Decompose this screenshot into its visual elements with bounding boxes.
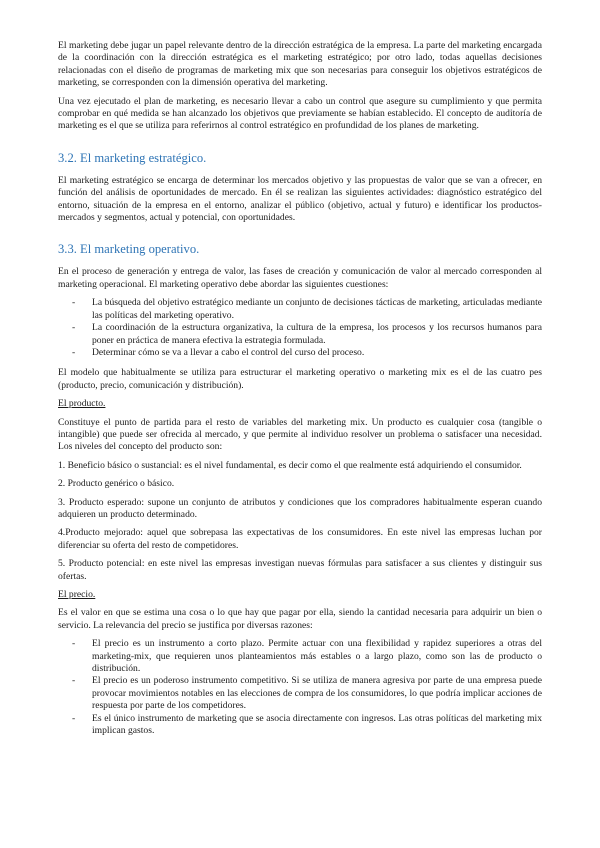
producto-level-3: 3. Producto esperado: supone un conjunto de atributos y condiciones que los compradores habitualmente esperan cuando adquieren un producto determinado. [58,496,542,520]
section-heading-marketing-estrategico: 3.2. El marketing estratégico. [58,150,207,165]
estrategico-paragraph: El marketing estratégico se encarga de determinar los mercados objetivo y las propuestas de valor que se van a ofrecer, en función del análisis de oportunidades de mercado. En él se realizan las siguientes actividades: diagnóstico estratégico del entorno, situación de la empresa en el entorno, analizar el público (objetivo, actual y futuro) e identificar los productos-mercados y segmentos, actual y potencial, con oportunidades. [58,174,542,224]
operativo-paragraph-1: En el proceso de generación y entrega de valor, las fases de creación y comunicación de valor al mercado corresponden al marketing operacional. El marketing operativo debe abordar las siguientes cuestiones: [58,266,542,290]
precio-list [58,638,542,737]
list-item: - Es el único instrumento de marketing que se asocia directamente con ingresos. Las otras políticas del marketing mix implican gastos. [58,713,542,738]
intro-paragraph-1: El marketing debe jugar un papel relevante dentro de la dirección estratégica de la empresa. La parte del marketing encargada de la coordinación con la dirección estratégica es el marketing estratégico; por otro lado, todas aquellas decisiones relacionadas con el diseño de programas de marketing mix que son necesarias para conseguir los objetivos estratégicos de marketing, se corresponden con la dimensión operativa del marketing. [58,40,542,89]
producto-paragraph: Constituye el punto de partida para el resto de variables del marketing mix. Un producto es cualquier cosa (tangible o intangible) que puede ser ofrecida al mercado, y que permite al individuo resolver un problema o satisfacer una necesidad. Los niveles del concepto del producto son: [58,416,542,453]
intro-paragraph-2: Una vez ejecutado el plan de marketing, es necesario llevar a cabo un control que asegure su cumplimiento y que permita comprobar en qué medida se han alcanzado los objetivos que previamente se habían establecido. El concepto de auditoría de marketing es el que se utiliza para referirnos al control estratégico en profundidad de los planes de marketing. [58,95,542,132]
list-item: - Determinar cómo se va a llevar a cabo el control del curso del proceso. [58,347,542,359]
list-item: - El precio es un instrumento a corto plazo. Permite actuar con una flexibilidad y rapidez superiores a otras del marketing-mix, que requieren unos planteamientos más estables o a largo plazo, como son las de producto o distribución. [58,638,542,675]
list-item: - La búsqueda del objetivo estratégico mediante un conjunto de decisiones tácticas de marketing, articuladas mediante las políticas del marketing operativo. [58,297,542,322]
producto-level-2: 2. Producto genérico o básico. [58,478,175,490]
producto-level-4: 4.Producto mejorado: aquel que sobrepasa las expectativas de los consumidores. En este nivel las empresas luchan por diferenciar su oferta del resto de competidores. [58,527,542,551]
producto-level-5: 5. Producto potencial: en este nivel las empresas investigan nuevas fórmulas para satisfacer a sus clientes y distinguir sus ofertas. [58,558,542,582]
producto-level-1: 1. Beneficio básico o sustancial: es el nivel fundamental, es decir como el que realmente está adquiriendo el consumidor. [58,459,522,471]
producto-title: El producto. [58,398,106,410]
list-item: - La coordinación de la estructura organizativa, la cultura de la empresa, los procesos y los recursos humanos para poner en práctica de manera efectiva la estrategia formulada. [58,322,542,347]
operativo-list [58,297,542,359]
list-item: - El precio es un poderoso instrumento competitivo. Si se utiliza de manera agresiva por parte de una empresa puede provocar movimientos notables en las elecciones de compra de los consumidores, lo que podría implicar acciones de respuesta por parte de los competidores. [58,675,542,712]
operativo-paragraph-2: El modelo que habitualmente se utiliza para estructurar el marketing operativo o marketing mix es el de las cuatro pes (producto, precio, comunicación y distribución). [58,367,542,391]
precio-title: El precio. [58,589,96,600]
document-page [58,40,542,745]
precio-paragraph: Es el valor en que se estima una cosa o lo que hay que pagar por ella, siendo la cantidad necesaria para adquirir un bien o servicio. La relevancia del precio se justifica por diversas razones: [58,607,542,631]
section-heading-marketing-operativo: 3.3. El marketing operativo. [58,242,200,257]
